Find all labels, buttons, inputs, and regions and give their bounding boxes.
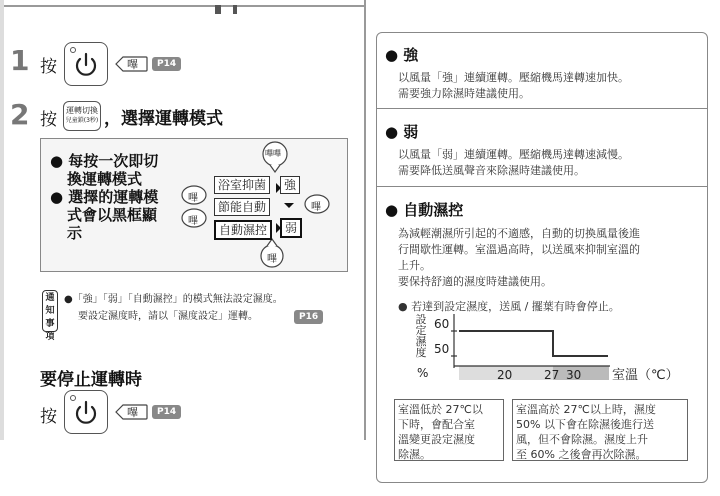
box-line: 除濕。: [398, 448, 431, 461]
stop-beep-icon: [114, 401, 148, 427]
x-tick-20: 20: [497, 368, 513, 382]
box-line: 下時，會配合室: [398, 418, 475, 431]
mode-strong: 強: [280, 176, 300, 194]
box-line: 溫變更設定濕度: [398, 433, 475, 446]
auto-line1: 為減輕潮濕所引起的不適感，自動的切換風量後進: [398, 227, 640, 240]
bullet2-line1: ● 選擇的運轉模: [50, 188, 159, 206]
stop-power-button[interactable]: [64, 390, 108, 434]
x-tick-30: 30: [566, 368, 582, 382]
mode-button-sublabel: 兒童鎖(3秒): [65, 117, 99, 124]
power-button[interactable]: [64, 42, 108, 86]
box-line: 室溫高於 27℃以上時，濕度: [516, 403, 656, 416]
page-ref-p16: P16: [294, 310, 323, 324]
box-line: 至 60% 之後會再次除濕。: [516, 448, 647, 461]
box-line: 室溫低於 27℃以: [398, 403, 483, 416]
strong-line1: 以風量「強」連續運轉。壓縮機馬達轉速加快。: [398, 71, 629, 84]
y-label-char: 度: [415, 346, 427, 359]
beep-left2-label: 嗶: [188, 216, 198, 227]
y-tick-50: 50: [434, 342, 450, 356]
header-bar: [0, 0, 365, 10]
beep-bottom-label: 嗶: [267, 254, 277, 265]
x-tick-27: 27: [544, 368, 560, 382]
beep-label: 嗶: [127, 406, 138, 419]
auto-line4: 要保持舒適的濕度時建議使用。: [398, 275, 552, 288]
power-icon: [64, 390, 108, 434]
weak-line1: 以風量「弱」連續運轉。壓縮機馬達轉速減慢。: [398, 148, 629, 161]
beep-label: 嗶: [127, 58, 138, 71]
note-line1: ●「強」「弱」「自動濕控」的模式無法設定濕度。: [64, 294, 283, 305]
strong-title: ● 強: [385, 46, 419, 64]
divider-2: [377, 186, 707, 187]
box-line: 50% 以下會在除濕後進行送: [516, 418, 654, 431]
mode-weak: 弱: [280, 218, 302, 238]
y-label-char: 濕: [415, 335, 427, 348]
humidity-setpoint-line: [459, 331, 608, 356]
chart-y-label: [414, 314, 428, 358]
weak-title: ● 弱: [385, 123, 419, 141]
auto-bullet: ● 若達到設定濕度，送風 / 擺葉有時會停止。: [398, 300, 620, 313]
auto-title: ● 自動濕控: [385, 201, 464, 219]
beep-right-label: 嗶: [311, 202, 321, 213]
strong-line2: 需要強力除濕時建議使用。: [398, 87, 530, 100]
step2-instruction: ，選擇運轉模式: [104, 109, 223, 129]
bullet2-line3: 示: [67, 224, 83, 242]
beep-left1-label: 嗶: [188, 193, 198, 204]
auto-line3: 上升。: [398, 259, 431, 272]
bullet1-line2: 換運轉模式: [67, 170, 143, 188]
mode-eco-auto: 節能自動: [214, 198, 270, 216]
beep-icon: [114, 53, 148, 79]
weak-line2: 需要降低送風聲音來除濕時建議使用。: [398, 164, 585, 177]
box-line: 風，但不會除濕。濕度上升: [516, 433, 648, 446]
step1-number: 1: [10, 44, 30, 77]
mode-switch-button[interactable]: [63, 101, 101, 131]
column-divider: [364, 0, 366, 440]
low-temp-explanation: [394, 399, 504, 461]
notice-icon: [42, 290, 58, 342]
y-tick-60: 60: [434, 317, 450, 331]
mode-bath-antibacterial: 浴室抑菌: [214, 176, 270, 194]
high-temp-explanation: [512, 399, 688, 461]
stop-heading: 要停止運轉時: [40, 370, 142, 390]
y-label-char: 設: [415, 313, 427, 326]
beep-top-label: 嗶嗶: [265, 149, 281, 158]
bullet2-line2: 式會以黑框顯: [67, 206, 158, 224]
divider-1: [377, 108, 707, 109]
left-margin-line: [0, 0, 4, 440]
mode-button-label: 運轉切換: [66, 106, 98, 115]
mode-auto-humidity: 自動濕控: [214, 220, 272, 240]
step2-action: 按: [40, 110, 57, 130]
bullet1-line1: ● 每按一次即切: [50, 152, 159, 170]
chart-y-unit: %: [417, 366, 429, 380]
stop-page-ref-p14: P14: [152, 405, 181, 419]
step1-action: 按: [40, 57, 57, 77]
stop-action: 按: [40, 407, 57, 427]
notice-icon-label: 通知事項: [45, 293, 55, 342]
y-label-char: 定: [415, 324, 427, 337]
auto-line2: 行間歇性運轉。室溫過高時，以送風來抑制室溫的: [398, 243, 640, 256]
step2-number: 2: [10, 98, 30, 131]
chart-x-unit: 室溫（℃）: [612, 368, 679, 383]
power-icon: [64, 42, 108, 86]
note-line2: 要設定濕度時，請以「濕度設定」運轉。: [78, 311, 258, 322]
page-ref-p14: P14: [152, 57, 181, 71]
